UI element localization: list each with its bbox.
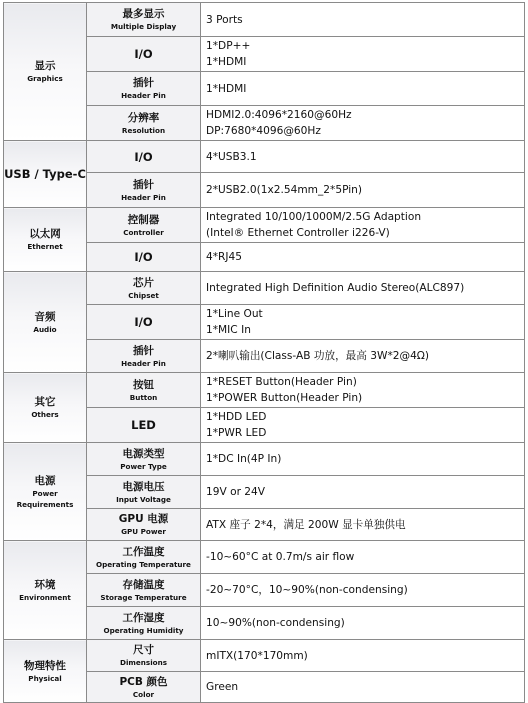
category-label-cn: 物理特性	[24, 659, 66, 672]
spec-value: ATX 座子 2*4，满足 200W 显卡单独供电	[201, 509, 525, 541]
category-ethernet	[4, 208, 87, 272]
table-row	[4, 541, 525, 574]
spec-label: GPU 电源 GPU Power	[87, 509, 201, 541]
spec-label: LED	[87, 408, 201, 443]
table-row	[4, 3, 525, 37]
spec-value: 1*RESET Button(Header Pin) 1*POWER Button(Header Pin)	[201, 373, 525, 408]
spec-value: 1*DC In(4P In)	[201, 443, 525, 476]
spec-value: 3 Ports	[201, 3, 525, 37]
spec-value: 2*USB2.0(1x2.54mm_2*5Pin)	[201, 173, 525, 208]
category-label-en: Requirements	[16, 499, 74, 509]
spec-value: HDMI2.0:4096*2160@60Hz DP:7680*4096@60Hz	[201, 106, 525, 141]
spec-value: -20~70°C，10~90%(non-condensing)	[201, 574, 525, 607]
spec-label: 存储温度 Storage Temperature	[87, 574, 201, 607]
category-graphics	[4, 3, 87, 141]
spec-value: 4*USB3.1	[201, 141, 525, 173]
spec-value: mITX(170*170mm)	[201, 640, 525, 672]
category-label-cn: USB / Type-C	[4, 167, 86, 181]
spec-label: 芯片 Chipset	[87, 272, 201, 305]
spec-label: 工作湿度 Operating Humidity	[87, 607, 201, 640]
spec-label: 分辨率 Resolution	[87, 106, 201, 141]
spec-label: 最多显示 Multiple Display	[87, 3, 201, 37]
table-row	[4, 272, 525, 305]
spec-label: 插针 Header Pin	[87, 173, 201, 208]
category-audio	[4, 272, 87, 373]
spec-value: 4*RJ45	[201, 243, 525, 272]
spec-label: 工作温度 Operating Temperature	[87, 541, 201, 574]
category-label-en: Physical	[28, 673, 62, 683]
spec-label: I/O	[87, 243, 201, 272]
spec-value: Integrated 10/100/1000M/2.5G Adaption (Intel® Ethernet Controller i226-V)	[201, 208, 525, 243]
spec-table	[3, 2, 525, 703]
category-label-cn: 音频	[34, 310, 56, 323]
table-row	[4, 640, 525, 672]
spec-value: 19V or 24V	[201, 476, 525, 509]
category-others	[4, 373, 87, 443]
spec-value: 2*喇叭输出(Class-AB 功放，最高 3W*2@4Ω)	[201, 340, 525, 373]
category-label-cn: 其它	[34, 396, 56, 408]
category-label-cn: 以太网	[29, 228, 61, 240]
spec-value: 1*HDD LED 1*PWR LED	[201, 408, 525, 443]
spec-label: I/O	[87, 37, 201, 72]
spec-label: PCB 颜色 Color	[87, 672, 201, 703]
spec-value: Green	[201, 672, 525, 703]
spec-label: I/O	[87, 305, 201, 340]
spec-label: 插针 Header Pin	[87, 72, 201, 106]
spec-label: 按钮 Button	[87, 373, 201, 408]
spec-label: 电源类型 Power Type	[87, 443, 201, 476]
category-usb	[4, 141, 87, 208]
spec-label: 电源电压 Input Voltage	[87, 476, 201, 509]
spec-value: 1*Line Out 1*MIC In	[201, 305, 525, 340]
category-label-en: Ethernet	[27, 242, 63, 251]
spec-value: Integrated High Definition Audio Stereo(ALC897)	[201, 272, 525, 305]
spec-value: -10~60°C at 0.7m/s air flow	[201, 541, 525, 574]
spec-value: 10~90%(non-condensing)	[201, 607, 525, 640]
category-label-en: Others	[31, 410, 59, 419]
table-row	[4, 373, 525, 408]
spec-label: 控制器 Controller	[87, 208, 201, 243]
spec-value: 1*HDMI	[201, 72, 525, 106]
category-power	[4, 443, 87, 541]
category-label-en: Environment	[19, 592, 71, 602]
category-label-en: Graphics	[27, 74, 63, 83]
table-row	[4, 443, 525, 476]
table-row	[4, 141, 525, 173]
spec-label: 插针 Header Pin	[87, 340, 201, 373]
category-label-en: Power	[32, 488, 58, 498]
spec-value: 1*DP++ 1*HDMI	[201, 37, 525, 72]
category-environment	[4, 541, 87, 640]
category-label-cn: 环境	[34, 578, 56, 591]
category-physical	[4, 640, 87, 703]
category-label-en: Audio	[33, 324, 57, 334]
table-row	[4, 208, 525, 243]
spec-label: 尺寸 Dimensions	[87, 640, 201, 672]
spec-label: I/O	[87, 141, 201, 173]
category-label-cn: 电源	[34, 474, 56, 487]
category-label-cn: 显示	[34, 60, 56, 72]
